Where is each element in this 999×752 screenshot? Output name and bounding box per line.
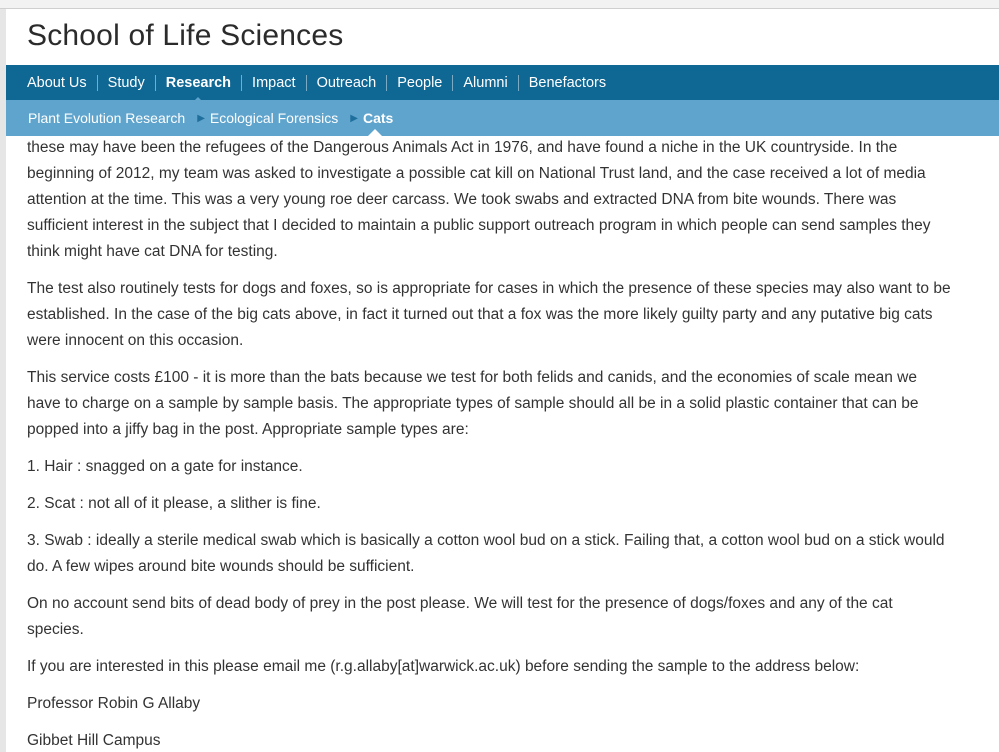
browser-top-strip xyxy=(0,0,999,9)
content-paragraph: The test also routinely tests for dogs and foxes, so is appropriate for cases in which the presence of these species may also want to be established. In the case of the big cats above, in fact it turned out that a fox was the more likely guilty party and any putative big cats were innocent on this occasion. xyxy=(27,280,951,349)
triangle-right-icon: ▶ xyxy=(350,112,358,124)
content-paragraph: these may have been the refugees of the Dangerous Animals Act in 1976, and have found a niche in the UK countryside. In the beginning of 2012, my team was asked to investigate a possible cat kill on National Trust land, and the case received a lot of media attention at the time. This was a very young roe deer carcass. We took swabs and extracted DNA from bite wounds. There was sufficient interest in the subject that I decided to maintain a public support outreach program in which people can send samples they think might have cat DNA for testing. xyxy=(27,139,931,260)
breadcrumb-plant-evolution-research[interactable]: Plant Evolution Research xyxy=(28,110,186,126)
sample-type-item: 3. Swab : ideally a sterile medical swab which is basically a cotton wool bud on a stick. Failing that, a cotton wool bud on a stick would do. A few wipes around bite wounds should be sufficient. xyxy=(27,532,945,575)
site-title[interactable]: School of Life Sciences xyxy=(27,19,344,52)
breadcrumb-ecological-forensics[interactable]: Ecological Forensics xyxy=(209,110,339,126)
sample-type-item: 2. Scat : not all of it please, a slither is fine. xyxy=(27,495,321,512)
breadcrumb-cats[interactable]: Cats xyxy=(363,110,394,126)
breadcrumb xyxy=(6,100,999,136)
sample-type-item: 1. Hair : snagged on a gate for instance. xyxy=(27,458,303,475)
nav-item-benefactors[interactable]: Benefactors xyxy=(518,75,616,91)
address-line: Gibbet Hill Campus xyxy=(27,732,161,749)
nav-item-alumni[interactable]: Alumni xyxy=(452,75,517,91)
content-paragraph: On no account send bits of dead body of prey in the post please. We will test for the presence of dogs/foxes and any of the cat species. xyxy=(27,595,893,638)
nav-item-research[interactable] xyxy=(155,75,241,91)
nav-item-impact[interactable]: Impact xyxy=(241,75,306,91)
triangle-right-icon: ▶ xyxy=(197,112,205,124)
breadcrumb-list xyxy=(6,110,393,126)
content-paragraph: This service costs £100 - it is more than the bats because we test for both felids and canids, and the economies of scale mean we have to charge on a sample by sample basis. The appropriate types of sample should all be in a solid plastic container that can be popped into a jiffy bag in the post. Appropriate sample types are: xyxy=(27,369,919,438)
main-content xyxy=(27,136,952,752)
primary-navigation xyxy=(6,65,999,100)
nav-item-outreach[interactable]: Outreach xyxy=(306,75,387,91)
nav-item-people[interactable]: People xyxy=(386,75,452,91)
content-paragraph: If you are interested in this please email me (r.g.allaby[at]warwick.ac.uk) before sending the sample to the address below: xyxy=(27,658,860,675)
nav-item-research-label: Research xyxy=(165,74,232,91)
primary-nav-list xyxy=(6,75,616,91)
nav-item-study[interactable]: Study xyxy=(97,75,155,91)
address-line: Professor Robin G Allaby xyxy=(27,695,201,712)
nav-item-about-us[interactable]: About Us xyxy=(27,74,87,91)
page xyxy=(6,9,999,752)
